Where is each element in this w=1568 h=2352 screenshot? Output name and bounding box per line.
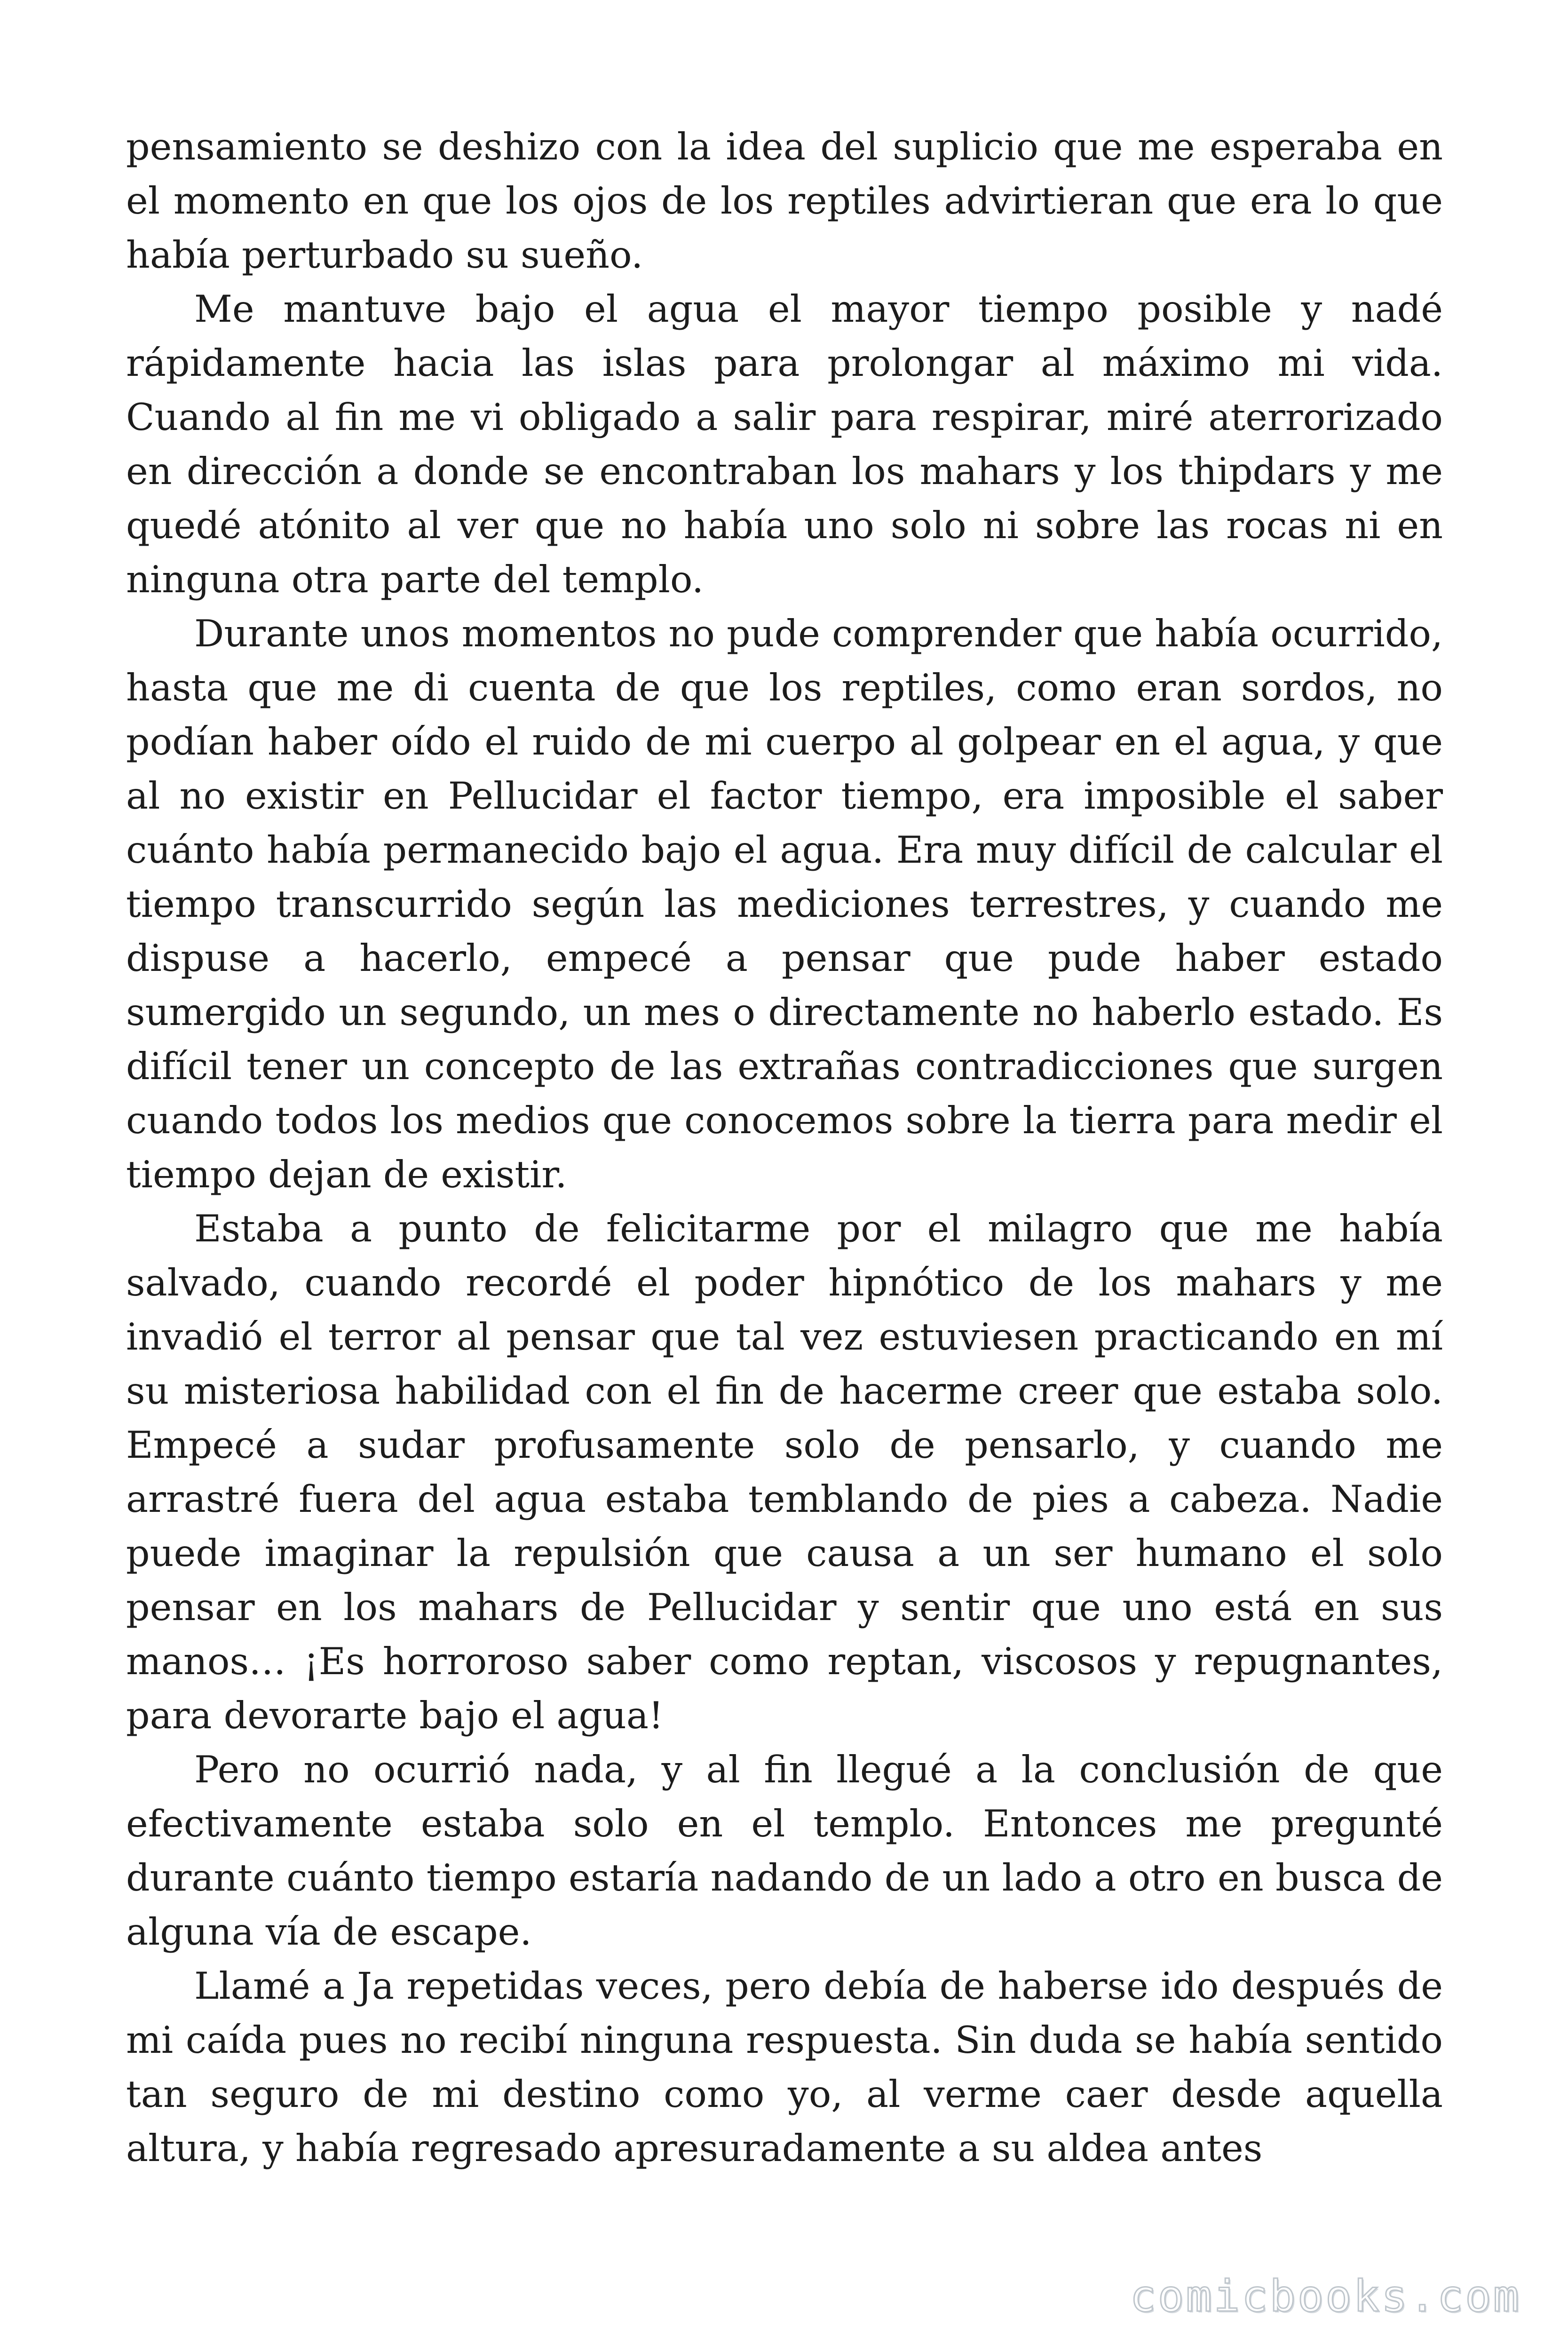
paragraph-2: Me mantuve bajo el agua el mayor tiempo posible y nadé rápidamente hacia las islas para prolongar al máximo mi vida. Cuando al fin me vi obligado a salir para respirar, miré aterrorizado en dirección a donde se encontraban los mahars y los thipdars y me quedé atónito al ver que no había uno solo ni sobre las rocas ni en ninguna otra parte del templo.: [126, 287, 1443, 601]
page-text: [126, 120, 1443, 2176]
watermark: comicbooks.com: [1130, 2271, 1521, 2321]
paragraph-3: Durante unos momentos no pude comprender que había ocurrido, hasta que me di cuenta de que los reptiles, como eran sordos, no podían haber oído el ruido de mi cuerpo al golpear en el agua, y que al no existir en Pellucidar el factor tiempo, era imposible el saber cuánto había permanecido bajo el agua. Era muy difícil de calcular el tiempo transcurrido según las mediciones terrestres, y cuando me dispuse a hacerlo, empecé a pensar que pude haber estado sumergido un segundo, un mes o directamente no haberlo estado. Es difícil tener un concepto de las extrañas contradicciones que surgen cuando todos los medios que conocemos sobre la tierra para medir el tiempo dejan de existir.: [126, 612, 1443, 1196]
paragraph-1: pensamiento se deshizo con la idea del suplicio que me esperaba en el momento en que los ojos de los reptiles advirtieran que era lo que había perturbado su sueño.: [126, 125, 1443, 277]
paragraph-4: Estaba a punto de felicitarme por el milagro que me había salvado, cuando recordé el poder hipnótico de los mahars y me invadió el terror al pensar que tal vez estuviesen practicando en mí su misteriosa habilidad con el fin de hacerme creer que estaba solo. Empecé a sudar profusamente solo de pensarlo, y cuando me arrastré fuera del agua estaba temblando de pies a cabeza. Nadie puede imaginar la repulsión que causa a un ser humano el solo pensar en los mahars de Pellucidar y sentir que uno está en sus manos… ¡Es horroroso saber como reptan, viscosos y repugnantes, para devorarte bajo el agua!: [126, 1207, 1443, 1737]
paragraph-5: Pero no ocurrió nada, y al fin llegué a la conclusión de que efectivamente estaba solo en el templo. Entonces me pregunté durante cuánto tiempo estaría nadando de un lado a otro en busca de alguna vía de escape.: [126, 1748, 1443, 1954]
paragraph-6: Llamé a Ja repetidas veces, pero debía de haberse ido después de mi caída pues no recibí ninguna respuesta. Sin duda se había sentido tan seguro de mi destino como yo, al verme caer desde aquella altura, y había regresado apresuradamente a su aldea antes: [126, 1964, 1443, 2170]
